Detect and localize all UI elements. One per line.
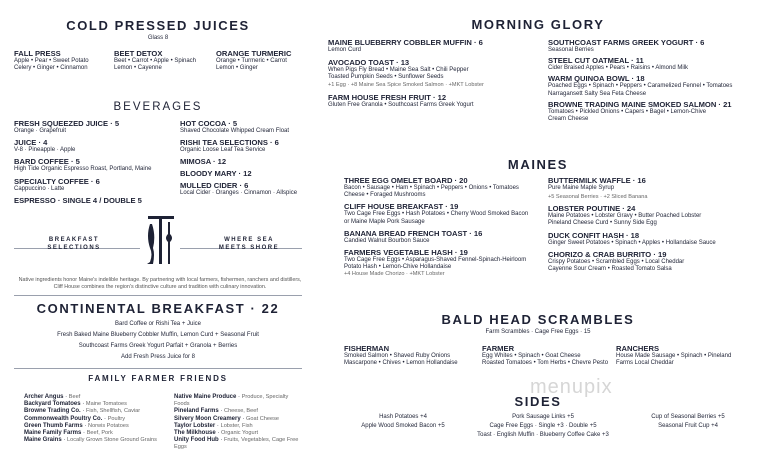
menu-item: STEEL CUT OATMEAL · 11 Cider Braised Apples • Pears • Raisins • Almond Milk: [548, 56, 689, 72]
farmer-entry: Silvery Moon Creamery · Goat Cheese: [174, 415, 280, 422]
menu-item: SOUTHCOAST FARMS GREEK YOGURT · 6 Seasonal Berries: [548, 38, 705, 53]
continental-title: CONTINENTAL BREAKFAST · 22: [36, 301, 280, 316]
beverage-item: MIMOSA · 12: [180, 157, 227, 167]
scramble-item: RANCHERS House Made Sausage • Spinach • Pineland Farms Local Cheddar: [616, 344, 732, 367]
beverage-item: RISHI TEA SELECTIONS · 6 Organic Loose Leaf Tea Service: [180, 138, 279, 154]
menu-item: CLIFF HOUSE BREAKFAST · 19 Two Cage Free Eggs • Hash Potatoes • Cherry Wood Smoked Bacon or Maine Maple Pork Sausage: [344, 202, 529, 225]
beverage-item: BARD COFFEE · 5 High Tide Organic Espresso Roast, Portland, Maine: [14, 157, 152, 173]
beverage-item: ESPRESSO · SINGLE 4 / DOUBLE 5: [14, 195, 142, 205]
sides-title: SIDES: [514, 394, 562, 409]
emblem-icon: [140, 214, 180, 268]
divider: [14, 295, 302, 296]
farmers-left: [24, 394, 174, 444]
menu-item: FARM HOUSE FRESH FRUIT · 12 Gluten Free Granola • Southcoast Farms Greek Yogurt: [328, 92, 474, 108]
farmer-entry: Backyard Tomatoes · Maine Tomatoes: [24, 401, 127, 408]
beverages-left: [14, 119, 164, 205]
beverage-item: MULLED CIDER · 6 Local Cider · Oranges · Cinnamon · Allspice: [180, 181, 298, 197]
fish-fork-emblem: [140, 214, 180, 268]
menu-item: BUTTERMILK WAFFLE · 16 Pure Maine Maple Syrup +5 Seasonal Berries · +2 Sliced Banana: [548, 176, 648, 201]
farmer-entry: Taylor Lobster · Lobster, Fish: [174, 422, 253, 429]
menu-item: BANANA BREAD FRENCH TOAST · 16 Candied Walnut Bourbon Sauce: [344, 228, 483, 244]
beverages-right: [180, 119, 304, 198]
farmer-entry: The Milkhouse · Organic Yogurt: [174, 430, 259, 437]
maines-right: [548, 176, 753, 273]
juice-item: BEET DETOX Beet • Carrot • Apple • Spinach Lemon • Cayenne: [114, 49, 197, 72]
farmers-right: [174, 394, 304, 452]
menu-item: LOBSTER POUTINE · 24 Maine Potatoes • Lobster Gravy • Butter Poached Lobster Pineland Cheese Curd • Sunny Side Egg: [548, 204, 702, 227]
maines-left: [344, 176, 544, 278]
beverage-item: BLOODY MARY · 12: [180, 169, 252, 179]
beverage-item: HOT COCOA · 5 Shaved Chocolate Whipped Cream Float: [180, 119, 290, 134]
sides-col-3: Cup of Seasonal Berries +5 Seasonal Fruit Cup +4: [651, 414, 725, 429]
menu-item: BROWNE TRADING MAINE SMOKED SALMON · 21 Tomatoes • Pickled Onions • Capers • Bagel • Lemon-Chive Cream Cheese: [548, 99, 732, 123]
menu-item: WARM QUINOA BOWL · 18 Poached Eggs • Spinach • Peppers • Caramelized Fennel • Tomatoes Narragansett Salty Sea Feta Cheese: [548, 74, 733, 97]
intro-text: Native ingredients honor Maine's indelible heritage. By partnering with local farmers, fishermen, ranchers and distillers, Cliff House combines the region's distinctive culture and tradition with culinary innovation.: [18, 277, 302, 290]
scramble-item: FARMER Egg Whites • Spinach • Goat Cheese Roasted Tomatoes • Tom Herbs • Chevre Pesto: [482, 344, 609, 367]
juices-title: COLD PRESSED JUICES: [66, 18, 250, 33]
farmer-entry: Unity Food Hub · Fruits, Vegetables, Cage Free Eggs: [174, 437, 299, 451]
sides-col-1: Hash Potatoes +4 Apple Wood Smoked Bacon +5: [361, 414, 445, 429]
farmer-entry: Browne Trading Co. · Fish, Shellfish, Caviar: [24, 408, 141, 415]
farmer-entry: Maine Grains · Locally Grown Stone Ground Grains: [24, 437, 157, 444]
morning-title: MORNING GLORY: [471, 17, 605, 32]
farmer-entry: Native Maine Produce · Produce, Specialty Foods: [174, 394, 289, 408]
scramble-item: FISHERMAN Smoked Salmon • Shaved Ruby Onions Mascarpone • Chives • Lemon Hollandaise: [344, 344, 458, 367]
beverages-title: BEVERAGES: [113, 101, 203, 113]
menu-item: MAINE BLUEBERRY COBBLER MUFFIN · 6 Lemon Curd: [328, 38, 483, 53]
maines-title: MAINES: [507, 157, 569, 172]
juice-item: ORANGE TURMERIC Orange • Turmeric • Carrot Lemon • Ginger: [216, 49, 292, 72]
beverage-item: SPECIALTY COFFEE · 6 Cappuccino · Latte: [14, 176, 100, 192]
menu-item: DUCK CONFIT HASH · 18 Ginger Sweet Potatoes • Spinach • Apples • Hollandaise Sauce: [548, 230, 716, 246]
scrambles-subtitle: Farm Scrambles · Cage Free Eggs · 15: [485, 329, 591, 335]
farmers-title: FAMILY FARMER FRIENDS: [88, 374, 228, 383]
scrambles-title: BALD HEAD SCRAMBLES: [441, 312, 635, 327]
menu-item: FARMERS VEGETABLE HASH · 19 Two Cage Free Eggs • Asparagus-Shaved Fennel-Spinach-Heirloom Potato Hash • Lemon-Chive Hollandaise +4 House Made Chorizo · +MKT Lobster: [344, 248, 527, 278]
emblem-right-text: WHERE SEA MEETS SHORE: [218, 237, 280, 251]
juices-subtitle: Glass 8: [147, 35, 169, 41]
beverage-item: FRESH SQUEEZED JUICE · 5 Orange · Grapefruit: [14, 119, 120, 134]
morning-left: [328, 38, 538, 109]
divider: [14, 368, 302, 369]
farmer-entry: Archer Angus · Beef: [24, 394, 81, 400]
morning-right: [548, 38, 763, 123]
farmer-entry: Commonwealth Poultry Co. · Poultry: [24, 415, 126, 422]
juice-item: FALL PRESS Apple • Pear • Sweet Potato Celery • Ginger • Cinnamon: [14, 49, 89, 72]
sides-col-2: Pork Sausage Links +5 Cage Free Eggs · Single +3 · Double +5 Toast · English Muffin · Blueberry Coffee Cake +3: [477, 414, 609, 438]
emblem-left-text: BREAKFAST SELECTIONS: [47, 237, 101, 251]
farmer-entry: Maine Family Farms · Beef, Pork: [24, 430, 113, 437]
farmer-entry: Green Thumb Farms · Norwis Potatoes: [24, 422, 129, 429]
menu-item: CHORIZO & CRAB BURRITO · 19 Crispy Potatoes • Scrambled Eggs • Local Cheddar Cayenne Sour Cream • Roasted Tomato Salsa: [548, 249, 685, 273]
watermark: menupix: [530, 376, 613, 398]
continental-lines: Bard Coffee or Rishi Tea + Juice Fresh Baked Maine Blueberry Cobbler Muffin, Lemon Curd + Seasonal Fruit Southcoast Farms Greek Yogurt Parfait + Granola + Berries Add Fresh Press Juice for 8: [57, 321, 259, 360]
beverage-item: JUICE · 4 V-8 · Pineapple · Apple: [14, 138, 76, 154]
menu-item: AVOCADO TOAST · 13 When Pigs Fly Bread • Maine Sea Salt • Chili Pepper Toasted Pumpkin Seeds • Sunflower Seeds +1 Egg · +8 Maine Sea Spice Smoked Salmon · +MKT Lobster: [328, 58, 484, 88]
farmer-entry: Pineland Farms · Cheese, Beef: [174, 408, 258, 415]
menu-item: THREE EGG OMELET BOARD · 20 Bacon • Sausage • Ham • Spinach • Peppers • Onions • Tomatoes Cheese • Foraged Mushrooms: [344, 176, 519, 199]
